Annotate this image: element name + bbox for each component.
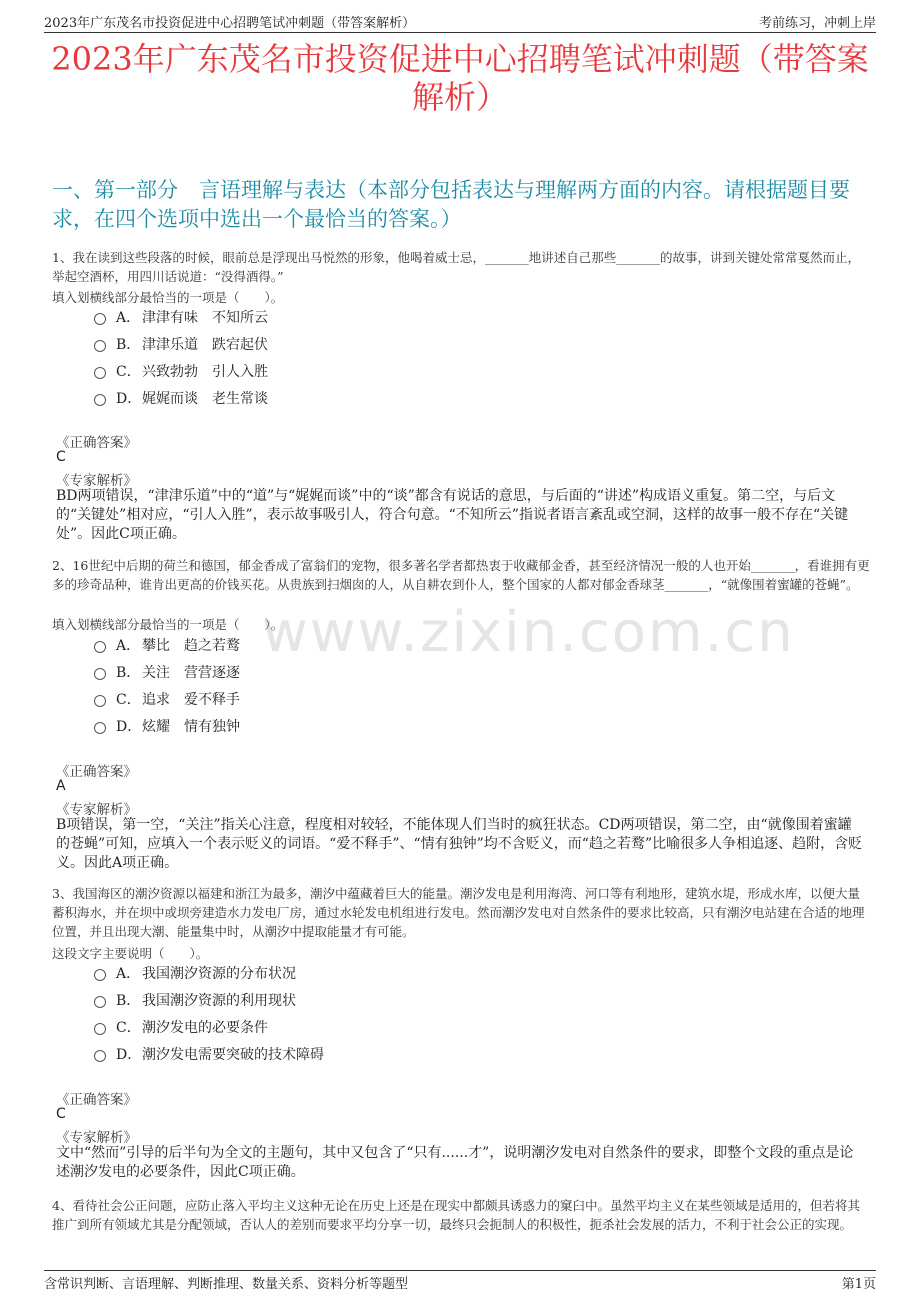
- option-label: D．: [116, 1047, 142, 1063]
- question-2-option-c[interactable]: [94, 690, 240, 710]
- option-label: A．: [116, 638, 141, 654]
- option-text: 潮汐发电的必要条件: [142, 1020, 268, 1036]
- question-1-answer-tag: 《正确答案》: [56, 435, 137, 451]
- question-2-answer-tag: 《正确答案》: [56, 764, 137, 780]
- question-3-ask: 这段文字主要说明（ ）。: [52, 946, 209, 961]
- option-label: D．: [116, 719, 142, 735]
- question-1-analysis-tag: 《专家解析》: [56, 473, 137, 489]
- option-text: 津津乐道 跌宕起伏: [142, 337, 268, 353]
- question-1-ask: 填入划横线部分最恰当的一项是（ ）。: [52, 290, 284, 305]
- question-2-option-a[interactable]: [94, 636, 240, 656]
- option-text: 关注 营营逐逐: [142, 665, 240, 681]
- radio-icon[interactable]: [94, 1023, 106, 1035]
- page-header: [44, 10, 876, 33]
- watermark: www.zixin.com.cn: [262, 600, 795, 665]
- radio-icon[interactable]: [94, 340, 106, 352]
- option-label: C．: [116, 1020, 141, 1036]
- question-2-option-d[interactable]: [94, 717, 240, 737]
- question-3-option-a[interactable]: [94, 964, 296, 984]
- option-label: D．: [116, 391, 142, 407]
- option-text: 追求 爱不释手: [142, 692, 240, 708]
- header-doc-title: 2023年广东茂名市投资促进中心招聘笔试冲刺题（带答案解析）: [44, 16, 416, 31]
- radio-icon[interactable]: [94, 394, 106, 406]
- question-3-answer: C: [56, 1106, 66, 1122]
- question-3-stem: 3、我国海区的潮汐资源以福建和浙江为最多，潮汐中蕴藏着巨大的能量。潮汐发电是利用海湾、河口等有利地形，建筑水堤，形成水库，以便大量蓄积海水，并在坝中或坝旁建造水力发电厂房，通过水轮发电机组进行发电。然而潮汐发电对自然条件的要求比较高，只有潮汐电站建在合适的地理位置，并且出现大潮、能量集中时，从潮汐中提取能量才有可能。: [52, 886, 865, 939]
- question-2-ask: 填入划横线部分最恰当的一项是（ ）。: [52, 617, 284, 632]
- header-slogan: 考前练习，冲刺上岸: [758, 16, 876, 31]
- radio-icon[interactable]: [94, 641, 106, 653]
- question-4-stem: 4、看待社会公正问题，应防止落入平均主义这种无论在历史上还是在现实中都颇具诱惑力的窠臼中。虽然平均主义在某些领域是适用的，但若将其推广到所有领域尤其是分配领域，否认人的差别而要求平均分享一切，最终只会扼制人的积极性，扼杀社会发展的活力，不利于社会公正的实现。: [52, 1198, 860, 1232]
- section-heading: 一、第一部分 言语理解与表达（本部分包括表达与理解两方面的内容。请根据题目要求，在四个选项中选出一个最恰当的答案。）: [52, 178, 850, 231]
- question-3-analysis-tag: 《专家解析》: [56, 1130, 137, 1146]
- option-text: 潮汐发电需要突破的技术障碍: [142, 1047, 324, 1063]
- question-3-option-d[interactable]: [94, 1045, 324, 1065]
- option-text: 津津有味 不知所云: [142, 310, 268, 326]
- option-label: B．: [116, 337, 141, 353]
- option-text: 我国潮汐资源的利用现状: [142, 993, 296, 1009]
- question-1-option-b[interactable]: [94, 335, 268, 355]
- question-1-option-a[interactable]: [94, 308, 268, 328]
- radio-icon[interactable]: [94, 996, 106, 1008]
- radio-icon[interactable]: [94, 313, 106, 325]
- question-1-option-c[interactable]: [94, 362, 268, 382]
- footer-topics: 含常识判断、言语理解、判断推理、数量关系、资料分析等题型: [44, 1277, 409, 1292]
- document-title: 2023年广东茂名市投资促进中心招聘笔试冲刺题（带答案解析）: [51, 40, 869, 116]
- radio-icon[interactable]: [94, 367, 106, 379]
- question-2-stem: 2、16世纪中后期的荷兰和德国，郁金香成了富翁们的宠物，很多著名学者都热衷于收藏郁金香，甚至经济情况一般的人也开始_______，看谁拥有更多的珍奇品种，谁肯出更高的价钱买花。从贵族到扫烟囱的人，从自耕农到仆人，整个国家的人都对郁金香球茎_______，“就像围着蜜罐的苍蝇”。: [52, 558, 870, 592]
- question-2-analysis: B项错误，第一空，“关注”指关心注意，程度相对较轻，不能体现人们当时的疯狂状态。CD两项错误，第二空，由“就像围着蜜罐的苍蝇”可知，应填入一个表示贬义的词语。“爱不释手”、“情有独钟”均不含贬义，而“趋之若鹜”比喻很多人争相追逐、趋附，含贬义。因此A项正确。: [56, 817, 863, 871]
- question-1-answer: C: [56, 449, 66, 465]
- option-label: C．: [116, 692, 141, 708]
- radio-icon[interactable]: [94, 969, 106, 981]
- option-text: 攀比 趋之若鹜: [142, 638, 240, 654]
- page-number: 第1页: [841, 1277, 876, 1292]
- question-3-answer-tag: 《正确答案》: [56, 1092, 137, 1108]
- option-text: 兴致勃勃 引人入胜: [142, 364, 268, 380]
- radio-icon[interactable]: [94, 668, 106, 680]
- option-text: 我国潮汐资源的分布状况: [142, 966, 296, 982]
- option-label: A．: [116, 310, 141, 326]
- radio-icon[interactable]: [94, 1050, 106, 1062]
- question-3-analysis: 文中“然而”引导的后半句为全文的主题句，其中又包含了“只有......才”，说明潮汐发电对自然条件的要求，即整个文段的重点是论述潮汐发电的必要条件，因此C项正确。: [56, 1145, 854, 1180]
- option-label: B．: [116, 993, 141, 1009]
- option-label: B．: [116, 665, 141, 681]
- question-3-option-c[interactable]: [94, 1018, 268, 1038]
- question-2-analysis-tag: 《专家解析》: [56, 802, 137, 818]
- question-2-answer: A: [56, 778, 66, 794]
- question-3-option-b[interactable]: [94, 991, 296, 1011]
- option-text: 炫耀 情有独钟: [142, 719, 240, 735]
- option-label: C．: [116, 364, 141, 380]
- question-1-option-d[interactable]: [94, 389, 268, 409]
- question-2-option-b[interactable]: [94, 663, 240, 683]
- option-label: A．: [116, 966, 141, 982]
- page-footer: [44, 1270, 876, 1292]
- option-text: 娓娓而谈 老生常谈: [142, 391, 268, 407]
- question-1-stem: 1、我在读到这些段落的时候，眼前总是浮现出马悦然的形象，他喝着威士忌，_______地讲述自己那些_______的故事，讲到关键处常常戛然而止，举起空酒杯，用四川话说道：“没得酒得。”: [52, 250, 860, 284]
- radio-icon[interactable]: [94, 695, 106, 707]
- question-1-analysis: BD两项错误，“津津乐道”中的“道”与“娓娓而谈”中的“谈”都含有说话的意思，与后面的“讲述”构成语义重复。第二空，与后文的“关键处”相对应，“引人入胜”，表示故事吸引人，符合句意。“不知所云”指说者语言紊乱或空洞，这样的故事一般不存在“关键处”。因此C项正确。: [56, 488, 849, 542]
- radio-icon[interactable]: [94, 722, 106, 734]
